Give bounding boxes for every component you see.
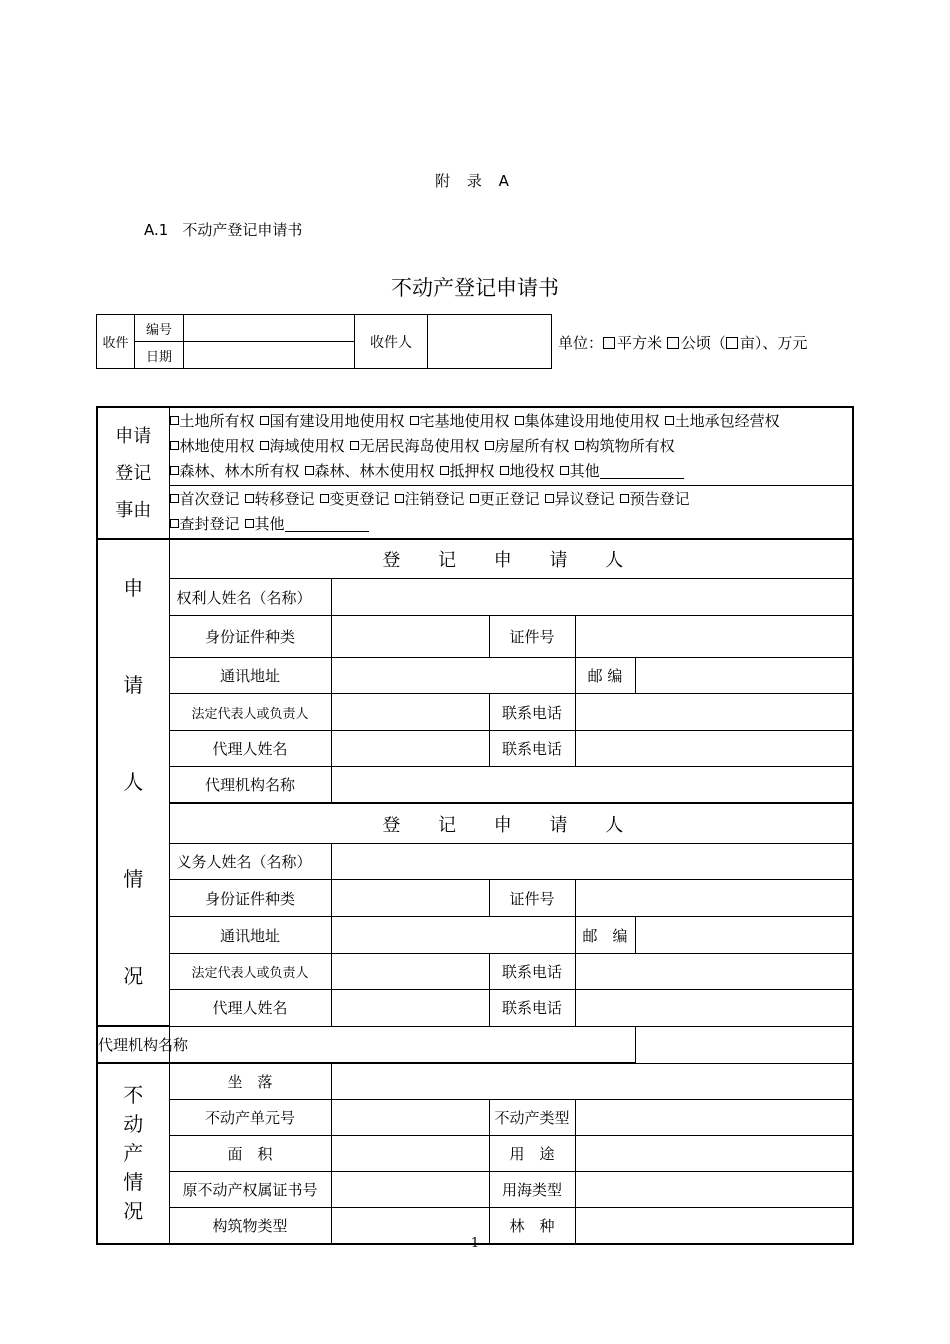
right-holder-field[interactable] <box>331 579 853 615</box>
postcode-field[interactable] <box>635 917 853 953</box>
obligor-header: 登 记 申 请 人 <box>169 803 853 843</box>
unit-selector <box>558 332 807 353</box>
checkbox-icon[interactable] <box>350 441 359 450</box>
option-item[interactable]: 房屋所有权 <box>485 437 570 455</box>
id-no-label: 证件号 <box>489 880 575 917</box>
receipt-table <box>96 314 552 369</box>
page-number: 1 <box>470 1236 480 1251</box>
option-item[interactable]: 无居民海岛使用权 <box>350 437 480 455</box>
option-item[interactable]: 抵押权 <box>440 462 495 480</box>
unit-no-label: 不动产单元号 <box>169 1100 331 1136</box>
checkbox-icon[interactable] <box>560 466 569 475</box>
applicant-header: 登 记 申 请 人 <box>169 539 853 579</box>
number-field[interactable] <box>184 315 355 342</box>
registration-type-options <box>169 486 853 540</box>
checkbox-icon[interactable] <box>170 416 179 425</box>
option-item[interactable]: 构筑物所有权 <box>575 437 675 455</box>
unit-prefix: 单位： <box>558 334 604 352</box>
option-item[interactable]: 查封登记 <box>170 515 240 533</box>
checkbox-icon[interactable] <box>603 337 615 349</box>
id-type-label: 身份证件种类 <box>169 615 331 657</box>
unit-option-hectare: 公顷（ <box>680 334 726 352</box>
id-type-field[interactable] <box>331 615 489 657</box>
phone-field[interactable] <box>575 694 853 730</box>
checkbox-icon[interactable] <box>545 494 554 503</box>
option-item[interactable]: 海域使用权 <box>260 437 345 455</box>
id-type-field[interactable] <box>331 880 489 917</box>
checkbox-icon[interactable] <box>260 416 269 425</box>
request-label: 申请 登记 事由 <box>97 407 169 539</box>
postcode-label: 邮 编 <box>575 917 635 953</box>
legal-rep-label: 法定代表人或负责人 <box>169 694 331 730</box>
sea-type-field[interactable] <box>575 1172 853 1208</box>
date-label: 日期 <box>135 342 184 369</box>
checkbox-icon[interactable] <box>620 494 629 503</box>
checkbox-icon[interactable] <box>395 494 404 503</box>
obligor-name-label: 义务人姓名（名称） <box>169 843 331 879</box>
phone-field[interactable] <box>575 990 853 1026</box>
area-label: 面 积 <box>169 1136 331 1172</box>
unit-option-sqm: 平方米 <box>617 334 663 352</box>
option-item[interactable]: 国有建设用地使用权 <box>260 412 405 430</box>
option-item[interactable]: 森林、林木使用权 <box>305 462 435 480</box>
other-rights-field[interactable] <box>600 463 684 479</box>
checkbox-icon[interactable] <box>665 416 674 425</box>
option-item[interactable]: 注销登记 <box>395 490 465 508</box>
option-item[interactable]: 转移登记 <box>245 490 315 508</box>
checkbox-icon[interactable] <box>260 441 269 450</box>
area-field[interactable] <box>331 1136 489 1172</box>
checkbox-icon[interactable] <box>440 466 449 475</box>
option-item[interactable]: 土地所有权 <box>170 412 255 430</box>
checkbox-icon[interactable] <box>485 441 494 450</box>
appendix-heading: 附 录 A <box>435 172 515 190</box>
section-heading <box>144 219 302 240</box>
checkbox-icon[interactable] <box>515 416 524 425</box>
option-item[interactable]: 更正登记 <box>470 490 540 508</box>
agent-name-field[interactable] <box>331 990 489 1026</box>
phone-label: 联系电话 <box>489 694 575 730</box>
right-holder-label: 权利人姓名（名称） <box>169 579 331 615</box>
id-no-label: 证件号 <box>489 615 575 657</box>
option-item[interactable]: 首次登记 <box>170 490 240 508</box>
checkbox-icon[interactable] <box>500 466 509 475</box>
agency-name-label: 代理机构名称 <box>97 1026 169 1063</box>
option-item[interactable]: 宅基地使用权 <box>410 412 510 430</box>
form-title: 不动产登记申请书 <box>391 276 559 300</box>
old-cert-label: 原不动产权属证书号 <box>169 1172 331 1208</box>
option-item[interactable]: 异议登记 <box>545 490 615 508</box>
legal-rep-field[interactable] <box>331 694 489 730</box>
checkbox-icon[interactable] <box>320 494 329 503</box>
legal-rep-label: 法定代表人或负责人 <box>169 953 331 989</box>
agent-name-label: 代理人姓名 <box>169 730 331 766</box>
usage-field[interactable] <box>575 1136 853 1172</box>
structure-type-label: 构筑物类型 <box>169 1208 331 1245</box>
legal-rep-field[interactable] <box>331 953 489 989</box>
agent-name-label: 代理人姓名 <box>169 990 331 1026</box>
address-field[interactable] <box>331 658 575 694</box>
usage-label: 用 途 <box>489 1136 575 1172</box>
property-side-label: 不 动 产 情 况 <box>97 1063 169 1244</box>
address-label: 通讯地址 <box>169 658 331 694</box>
option-item[interactable]: 集体建设用地使用权 <box>515 412 660 430</box>
checkbox-icon[interactable] <box>305 466 314 475</box>
property-type-field[interactable] <box>575 1100 853 1136</box>
postcode-label: 邮 编 <box>575 658 635 694</box>
unit-no-field[interactable] <box>331 1100 489 1136</box>
agent-name-field[interactable] <box>331 730 489 766</box>
checkbox-icon[interactable] <box>575 441 584 450</box>
option-item[interactable]: 土地承包经营权 <box>665 412 780 430</box>
date-field[interactable] <box>184 342 355 369</box>
obligor-name-field[interactable] <box>331 843 853 879</box>
application-table <box>96 406 854 1245</box>
other-type-field[interactable] <box>285 516 369 532</box>
unit-option-mu: 亩）、万元 <box>739 334 808 352</box>
phone-label: 联系电话 <box>489 953 575 989</box>
checkbox-icon[interactable] <box>170 494 179 503</box>
option-item[interactable]: 其他 <box>245 515 369 533</box>
checkbox-icon[interactable] <box>170 441 179 450</box>
checkbox-icon[interactable] <box>170 466 179 475</box>
location-label: 坐 落 <box>169 1063 331 1100</box>
phone-label: 联系电话 <box>489 730 575 766</box>
agency-name-field[interactable] <box>331 767 853 804</box>
receiver-label: 收件人 <box>355 315 428 369</box>
checkbox-icon[interactable] <box>170 519 179 528</box>
receiver-field[interactable] <box>428 315 552 369</box>
option-item[interactable]: 变更登记 <box>320 490 390 508</box>
applicant-side-label: 申 请 人 情 况 <box>97 539 169 1026</box>
phone-field[interactable] <box>575 730 853 766</box>
agency-name-field[interactable] <box>169 1026 635 1063</box>
section-number: A.1 <box>144 221 169 239</box>
number-label: 编号 <box>135 315 184 342</box>
id-no-field[interactable] <box>575 615 853 657</box>
postcode-field[interactable] <box>635 658 853 694</box>
address-field[interactable] <box>331 917 575 953</box>
agency-name-label: 代理机构名称 <box>169 767 331 804</box>
forest-type-label: 林 种 <box>489 1208 575 1245</box>
old-cert-field[interactable] <box>331 1172 489 1208</box>
id-type-label: 身份证件种类 <box>169 880 331 917</box>
option-item[interactable]: 林地使用权 <box>170 437 255 455</box>
checkbox-icon[interactable] <box>667 337 679 349</box>
id-no-field[interactable] <box>575 880 853 917</box>
option-item[interactable]: 森林、林木所有权 <box>170 462 300 480</box>
sea-type-label: 用海类型 <box>489 1172 575 1208</box>
section-title: 不动产登记申请书 <box>182 221 303 239</box>
phone-field[interactable] <box>575 953 853 989</box>
option-item[interactable]: 预告登记 <box>620 490 690 508</box>
address-label: 通讯地址 <box>169 917 331 953</box>
phone-label: 联系电话 <box>489 990 575 1026</box>
receipt-label: 收件 <box>97 315 135 369</box>
right-type-options <box>169 407 853 486</box>
checkbox-icon[interactable] <box>245 494 254 503</box>
property-type-label: 不动产类型 <box>489 1100 575 1136</box>
checkbox-icon[interactable] <box>410 416 419 425</box>
checkbox-icon[interactable] <box>726 337 738 349</box>
location-field[interactable] <box>331 1063 853 1100</box>
option-item[interactable]: 地役权 <box>500 462 555 480</box>
checkbox-icon[interactable] <box>470 494 479 503</box>
checkbox-icon[interactable] <box>245 519 254 528</box>
option-item[interactable]: 其他 <box>560 462 684 480</box>
